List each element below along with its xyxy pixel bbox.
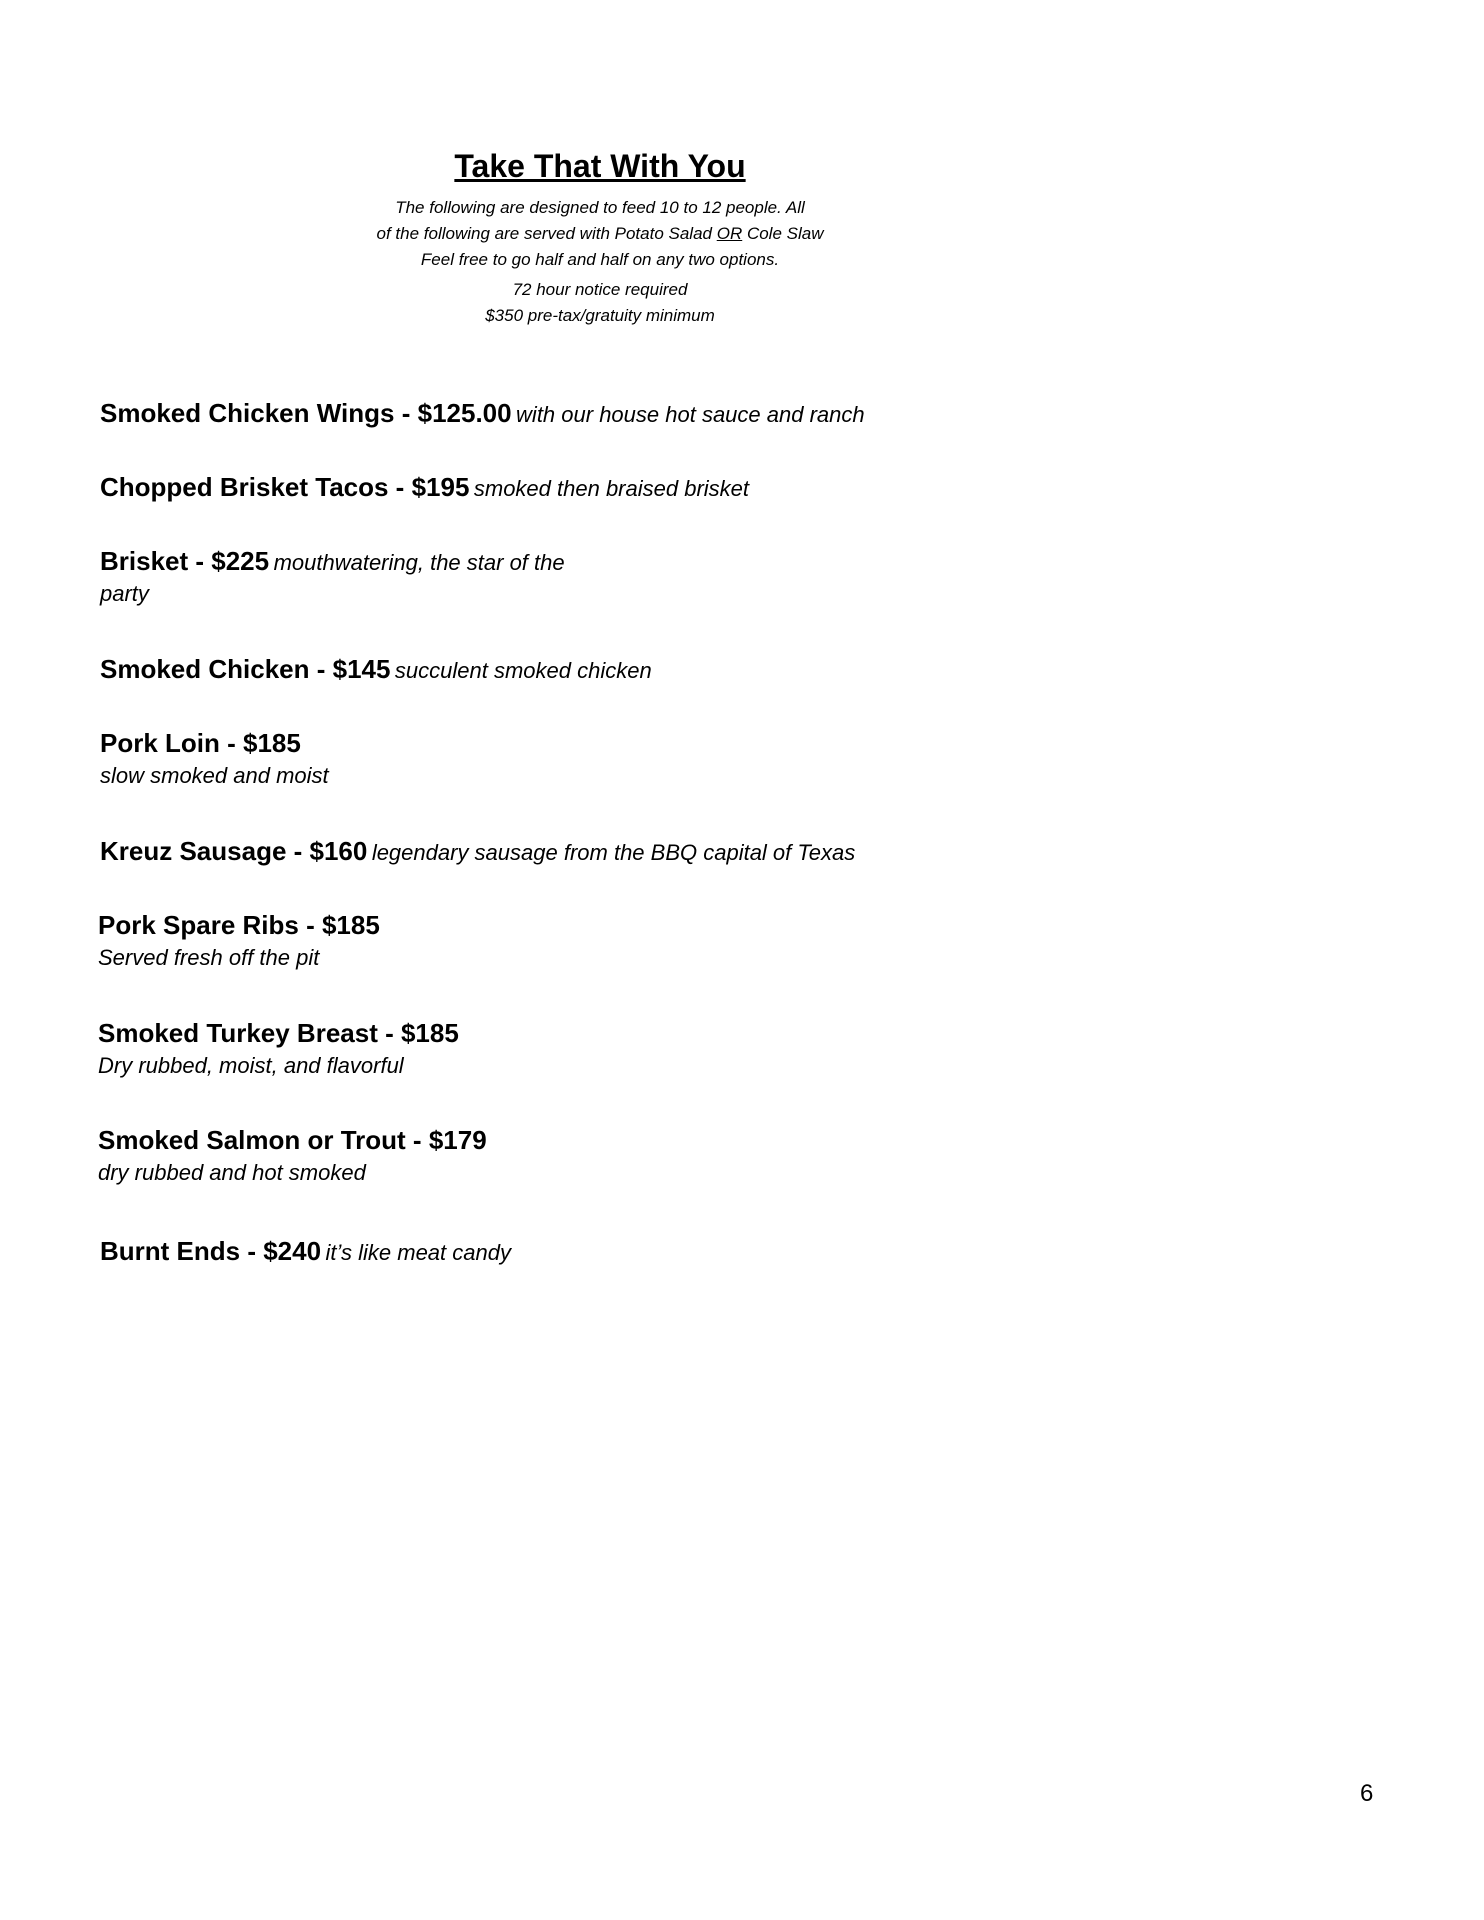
item-name: Smoked Chicken Wings -	[100, 398, 418, 428]
minimum-order: $350 pre-tax/gratuity minimum	[485, 306, 715, 325]
item-description: slow smoked and moist	[100, 763, 329, 788]
item-price: $185	[243, 728, 301, 758]
menu-header	[0, 148, 1200, 329]
intro-line-2-start: of the following are served with Potato Salad	[376, 224, 717, 243]
notice-required: 72 hour notice required	[512, 280, 688, 299]
item-name: Kreuz Sausage -	[100, 836, 310, 866]
notice-text	[0, 277, 1200, 329]
item-price: $240	[263, 1236, 322, 1266]
item-description: with our house hot sauce and ranch	[516, 402, 865, 427]
menu-item	[100, 836, 855, 867]
item-description: mouthwatering, the star of the	[273, 550, 565, 575]
menu-item	[98, 1125, 487, 1186]
page-title: Take That With You	[454, 148, 746, 184]
menu-item	[98, 910, 380, 971]
item-description: dry rubbed and hot smoked	[98, 1160, 366, 1185]
menu-item	[100, 472, 749, 503]
item-price: $145	[332, 654, 391, 684]
menu-item	[100, 398, 865, 429]
menu-item	[100, 728, 329, 789]
menu-item	[100, 654, 652, 685]
item-name: Burnt Ends -	[100, 1236, 264, 1266]
intro-line-1: The following are designed to feed 10 to 12 people. All	[395, 198, 805, 217]
item-price: $185	[400, 1018, 459, 1048]
item-name: Pork Spare Ribs -	[98, 910, 322, 940]
item-price: $179	[428, 1125, 487, 1155]
menu-item	[98, 1018, 459, 1079]
item-name: Smoked Chicken -	[100, 654, 333, 684]
item-description: Dry rubbed, moist, and flavorful	[98, 1053, 404, 1078]
intro-line-3: Feel free to go half and half on any two options.	[420, 250, 780, 269]
item-description: Served fresh off the pit	[98, 945, 320, 970]
item-description-continued: party	[100, 581, 149, 606]
item-description: succulent smoked chicken	[394, 658, 652, 683]
item-price: $160	[309, 836, 368, 866]
intro-text	[0, 195, 1200, 273]
item-price: $125.00	[417, 398, 512, 428]
item-name: Brisket -	[100, 546, 212, 576]
item-name: Chopped Brisket Tacos -	[100, 472, 412, 502]
item-price: $195	[411, 472, 470, 502]
item-price: $225	[211, 546, 270, 576]
item-name: Smoked Salmon or Trout -	[98, 1125, 429, 1155]
intro-line-2	[0, 221, 1200, 247]
item-description: it’s like meat candy	[325, 1240, 511, 1265]
item-name: Smoked Turkey Breast -	[98, 1018, 401, 1048]
intro-or-underlined: OR	[716, 224, 743, 243]
item-description: legendary sausage from the BBQ capital of Texas	[371, 840, 856, 865]
item-description: smoked then braised brisket	[473, 476, 750, 501]
menu-item	[100, 1236, 511, 1267]
page-number: 6	[1360, 1780, 1374, 1807]
intro-line-2-end: Cole Slaw	[742, 224, 824, 243]
item-price: $185	[321, 910, 380, 940]
item-name: Pork Loin -	[100, 728, 243, 758]
menu-item	[100, 546, 565, 607]
